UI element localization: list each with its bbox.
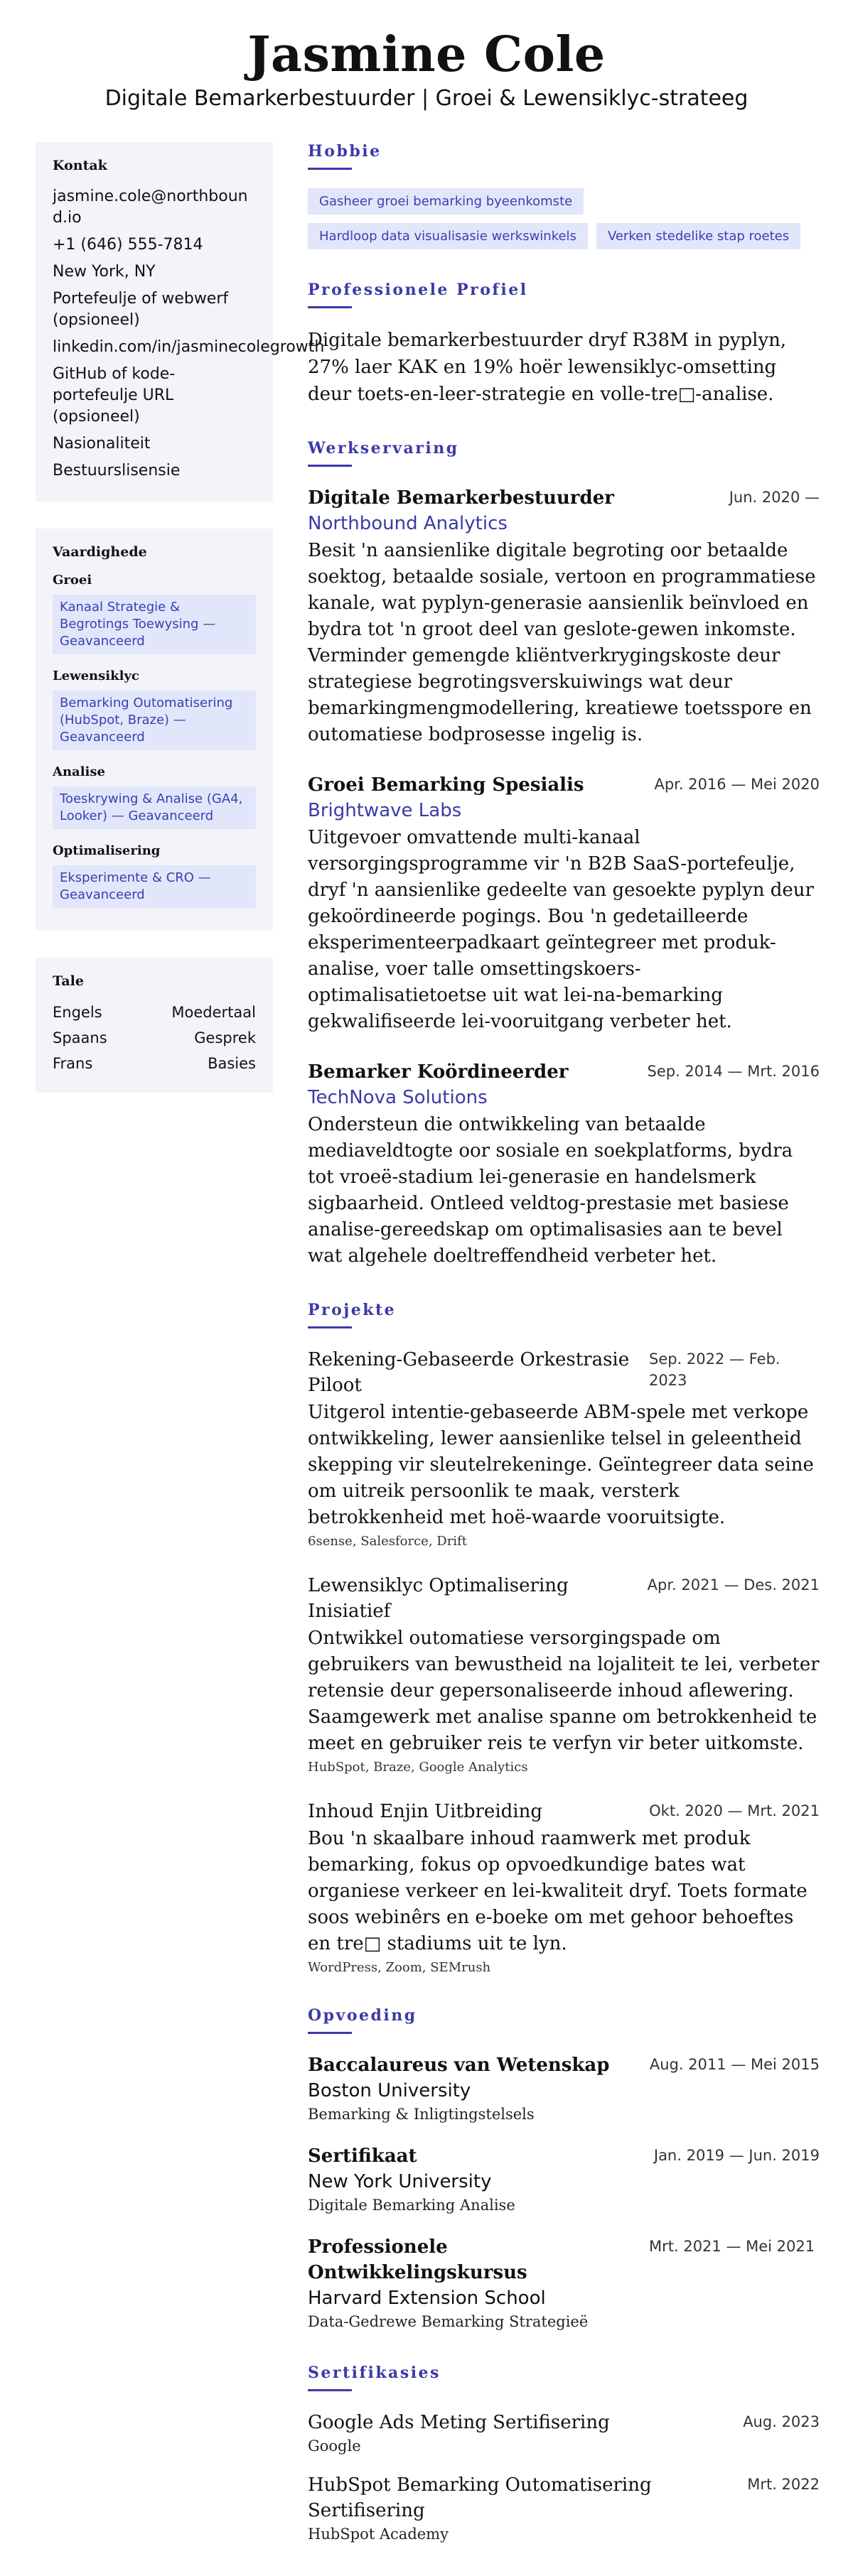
school-name: Boston University xyxy=(308,2080,471,2101)
project-description: Ontwikkel outomatiese versorgingspade om gebruikers van bewustheid na lojaliteit te lei, verbeter retensie deur gepersonaliseerde inhoud aflewering. Saamgewerk met analise spanne om betrokkenheid te meet en gebruiker reis te verfyn vir beter uitkomste. xyxy=(308,1628,820,1754)
entry-header xyxy=(308,2472,820,2523)
resume-header xyxy=(0,0,853,111)
education-section xyxy=(308,2006,820,2332)
contact-github[interactable]: GitHub of kode-portefeulje URL (opsioneel) xyxy=(53,365,176,426)
certification-entry xyxy=(308,2410,820,2457)
section-divider xyxy=(308,1326,352,1328)
entry-header xyxy=(308,2052,820,2078)
contact-license: Bestuurslisensie xyxy=(53,462,181,480)
education-date: Aug. 2011 — Mei 2015 xyxy=(649,2056,820,2073)
contact-nationality: Nasionaliteit xyxy=(53,435,151,453)
languages-title: Tale xyxy=(53,973,84,989)
education-entry xyxy=(308,2234,820,2332)
job-title: Groei Bemarking Spesialis xyxy=(308,774,584,796)
job-description: Besit 'n aansienlike digitale begroting oor betaalde soektog, betaalde sosiale, vertoon en programmatiese kanale, wat pyplyn-generasie aansienlik beïnvloed en bydra tot 'n groot deel van geslote-gewen inkomste. Verminder gemengde kliëntverkrygingskoste deur strategiese begrotingsverskuiwings wat deur bemarkingmengmodellering, kreatiewe toetsspore en outomatiese bodprosesse ingelig is. xyxy=(308,540,816,745)
entry-header xyxy=(308,485,820,511)
section-title-certifications: Sertifikasies xyxy=(308,2364,441,2382)
skill-pill: Bemarking Outomatisering (HubSpot, Braze) — Geavanceerd xyxy=(53,691,256,750)
education-date: Jan. 2019 — Jun. 2019 xyxy=(653,2147,820,2164)
hobbies-section xyxy=(308,142,820,249)
contact-linkedin[interactable]: linkedin.com/in/jasminecolegrowth xyxy=(53,338,325,356)
certification-name: HubSpot Bemarking Outomatisering Sertifisering xyxy=(308,2474,652,2521)
job-description: Ondersteun die ontwikkeling van betaalde mediaveldtogte oor sosiale en soekplatforms, bydra tot vroeë-stadium lei-generasie en handelsmerk sigbaarheid. Ontleed veldtog-prestasie met basiese analise-gereedskap om optimalisasies aan te bevel wat algehele doeltreffendheid verbeter het. xyxy=(308,1114,793,1267)
hobby-tag: Gasheer groei bemarking byeenkomste xyxy=(308,188,584,215)
certification-name: Google Ads Meting Sertifisering xyxy=(308,2412,610,2433)
project-description: Uitgerol intentie-gebaseerde ABM-spele met verkope ontwikkeling, lewer aansienlike telsel in geleentheid skepping vir sleutelrekeninge. Geïntegreer data seine om uitreik persoonlik te maak, versterk betrokkenheid met hoë-waarde vooruitsigte. xyxy=(308,1402,814,1528)
hobby-tag: Verken stedelike stap roetes xyxy=(596,223,800,249)
company-name: TechNova Solutions xyxy=(308,1087,488,1108)
field-of-study: Data-Gedrewe Bemarking Strategieë xyxy=(308,2313,589,2330)
contact-email[interactable]: jasmine.cole@northbound.io xyxy=(53,188,248,227)
language-level: Moedertaal xyxy=(171,1004,256,1021)
entry-header xyxy=(308,2234,820,2285)
certification-entry xyxy=(308,2472,820,2545)
skill-pill: Toeskrywing & Analise (GA4, Looker) — Geavanceerd xyxy=(53,786,256,829)
project-description: Bou 'n skaalbare inhoud raamwerk met produk bemarking, fokus op opvoedkundige bates wat organiese verkeer en lei-kwaliteit dryf. Toets formate soos webinêrs en e-boeke om met gehoor behoeftes en tre□ stadiums uit te lyn. xyxy=(308,1828,808,1954)
skills-card xyxy=(36,529,273,931)
contact-title: Kontak xyxy=(53,158,107,173)
certification-issuer: HubSpot Academy xyxy=(308,2526,449,2543)
contact-phone[interactable]: +1 (646) 555-7814 xyxy=(53,236,203,254)
contact-portfolio[interactable]: Portefeulje of webwerf (opsioneel) xyxy=(53,290,229,329)
language-name: Spaans xyxy=(53,1029,107,1046)
skill-group-optimization xyxy=(53,843,256,908)
project-name: Inhoud Enjin Uitbreiding xyxy=(308,1801,542,1822)
skill-group-growth xyxy=(53,573,256,654)
skills-title: Vaardighede xyxy=(53,544,147,560)
skill-group-lifecycle xyxy=(53,669,256,750)
school-name: Harvard Extension School xyxy=(308,2288,546,2309)
hobby-tag: Hardloop data visualisasie werkswinkels xyxy=(308,223,588,249)
skill-pill: Eksperimente & CRO — Geavanceerd xyxy=(53,865,256,908)
field-of-study: Digitale Bemarking Analise xyxy=(308,2197,515,2214)
section-title-education: Opvoeding xyxy=(308,2006,417,2025)
language-row xyxy=(53,1053,256,1074)
entry-header xyxy=(308,772,820,798)
candidate-name: Jasmine Cole xyxy=(247,26,606,83)
education-entry xyxy=(308,2052,820,2125)
skill-group-title: Analise xyxy=(53,764,105,779)
skill-group-title: Groei xyxy=(53,573,92,588)
entry-header xyxy=(308,1059,820,1085)
certification-date: Mrt. 2022 xyxy=(747,2476,820,2493)
job-title: Digitale Bemarkerbestuurder xyxy=(308,487,614,509)
section-title-hobbies: Hobbie xyxy=(308,142,382,161)
experience-entry xyxy=(308,485,820,748)
entry-header xyxy=(308,2143,820,2169)
degree-title: Baccalaureus van Wetenskap xyxy=(308,2055,610,2076)
skill-group-analytics xyxy=(53,764,256,829)
project-name: Lewensiklyc Optimalisering Inisiatief xyxy=(308,1575,569,1622)
language-row xyxy=(53,1027,256,1049)
project-entry xyxy=(308,1573,820,1775)
job-date: Sep. 2014 — Mrt. 2016 xyxy=(647,1063,820,1080)
project-tools: WordPress, Zoom, SEMrush xyxy=(308,1960,491,1975)
hobby-tags xyxy=(308,188,820,249)
entry-header xyxy=(308,1573,820,1624)
language-name: Frans xyxy=(53,1055,93,1072)
job-date: Jun. 2020 — xyxy=(729,489,820,506)
section-divider xyxy=(308,465,352,467)
school-name: New York University xyxy=(308,2171,492,2192)
education-date: Mrt. 2021 — Mei 2021 xyxy=(649,2238,815,2255)
profile-section xyxy=(308,281,820,408)
language-row xyxy=(53,1002,256,1023)
project-tools: HubSpot, Braze, Google Analytics xyxy=(308,1760,528,1775)
job-date: Apr. 2016 — Mei 2020 xyxy=(654,776,820,793)
language-level: Basies xyxy=(208,1055,256,1072)
skill-group-title: Lewensiklyc xyxy=(53,669,139,683)
job-title: Bemarker Koördineerder xyxy=(308,1061,569,1083)
education-entry xyxy=(308,2143,820,2216)
project-tools: 6sense, Salesforce, Drift xyxy=(308,1534,467,1549)
certification-date: Aug. 2023 xyxy=(743,2413,820,2430)
section-title-experience: Werkservaring xyxy=(308,439,459,458)
experience-section xyxy=(308,439,820,1270)
certifications-section xyxy=(308,2364,820,2545)
section-divider xyxy=(308,168,352,170)
entry-header xyxy=(308,2410,820,2435)
contact-card xyxy=(36,142,325,502)
sidebar xyxy=(36,142,325,1120)
experience-entry xyxy=(308,772,820,1035)
profile-summary: Digitale bemarkerbestuurder dryf R38M in pyplyn, 27% laer KAK en 19% hoër lewensiklyc-omsetting deur toets-en-leer-strategie en volle-tre□-analise. xyxy=(308,330,787,405)
project-date: Okt. 2020 — Mrt. 2021 xyxy=(649,1802,820,1819)
entry-header xyxy=(308,1347,820,1398)
project-entry xyxy=(308,1347,820,1549)
project-name: Rekening-Gebaseerde Orkestrasie Piloot xyxy=(308,1349,630,1396)
job-description: Uitgevoer omvattende multi-kanaal versorgingsprogramme vir 'n B2B SaaS-portefeulje, dryf 'n aansienlike gedeelte van gesoekte pyplyn deur gekoördineerde pogings. Bou 'n gedetailleerde eksperimenteerpadkaart geïntegreer met produk-analise, voer talle omsettingskoers-optimalisatietoetse uit wat lei-na-bemarking gekwalifiseerde lei-vooruitgang verbeter het. xyxy=(308,827,814,1032)
main-content xyxy=(308,142,820,2576)
section-divider xyxy=(308,2389,352,2391)
languages-card xyxy=(36,958,273,1093)
field-of-study: Bemarking & Inligtingstelsels xyxy=(308,2106,535,2123)
contact-location: New York, NY xyxy=(53,263,156,281)
project-date: Sep. 2022 — Feb. 2023 xyxy=(649,1351,780,1389)
certification-issuer: Google xyxy=(308,2437,361,2455)
section-divider xyxy=(308,2032,352,2034)
experience-entry xyxy=(308,1059,820,1270)
degree-title: Professionele Ontwikkelingskursus xyxy=(308,2236,527,2283)
degree-title: Sertifikaat xyxy=(308,2145,417,2167)
section-divider xyxy=(308,306,352,308)
projects-section xyxy=(308,1301,820,1975)
company-name: Northbound Analytics xyxy=(308,513,508,534)
language-name: Engels xyxy=(53,1004,102,1021)
project-entry xyxy=(308,1799,820,1975)
language-level: Gesprek xyxy=(194,1029,256,1046)
section-title-profile: Professionele Profiel xyxy=(308,281,528,299)
company-name: Brightwave Labs xyxy=(308,800,462,821)
skill-pill: Kanaal Strategie & Begrotings Toewysing — Geavanceerd xyxy=(53,595,256,654)
entry-header xyxy=(308,1799,820,1824)
project-date: Apr. 2021 — Des. 2021 xyxy=(647,1576,820,1593)
skill-group-title: Optimalisering xyxy=(53,843,161,858)
section-title-projects: Projekte xyxy=(308,1301,397,1319)
candidate-headline: Digitale Bemarkerbestuurder | Groei & Lewensiklyc-strateeg xyxy=(104,86,749,112)
